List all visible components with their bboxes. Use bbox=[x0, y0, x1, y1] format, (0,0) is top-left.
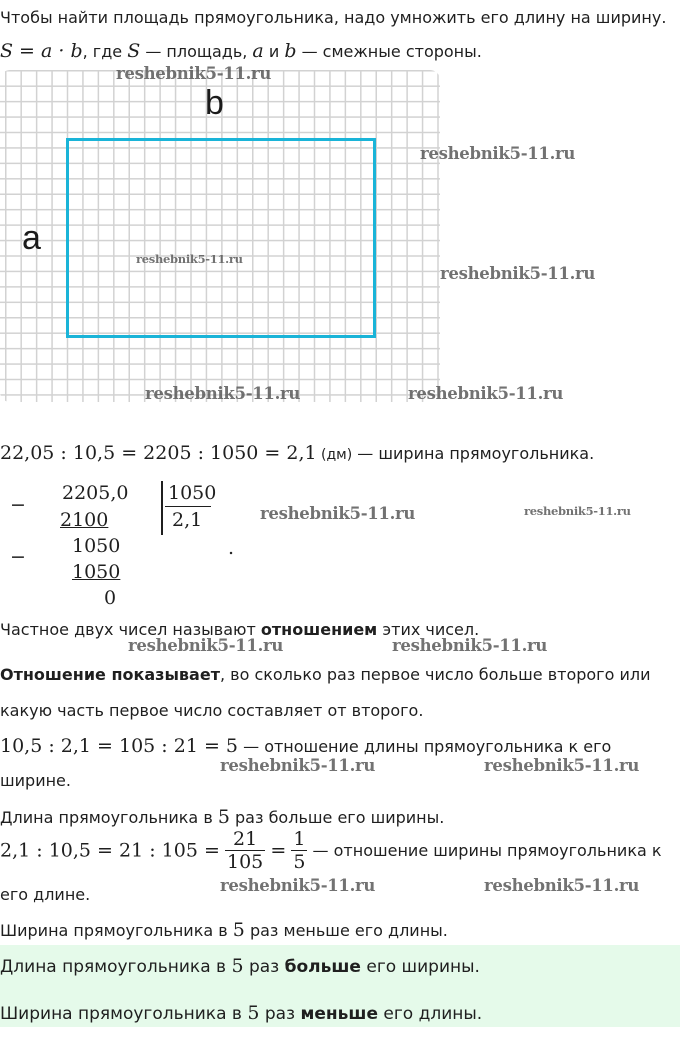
side-a-label: a bbox=[22, 219, 41, 257]
summary-2-pre: Ширина прямоугольника в bbox=[0, 1004, 248, 1024]
ratio-example-2 bbox=[0, 828, 662, 873]
formula-a: a bbox=[252, 40, 264, 62]
summary-line-1 bbox=[0, 955, 480, 977]
fraction-1-5 bbox=[291, 828, 307, 873]
fraction-21-105 bbox=[225, 828, 265, 873]
division-quotient: 2,1 bbox=[172, 509, 203, 531]
division-vertical-line bbox=[161, 481, 163, 535]
watermark: reshebnik5-11.ru bbox=[116, 64, 272, 83]
width-equation-unit: (дм) bbox=[316, 447, 353, 463]
summary-1-pre: Длина прямоугольника в bbox=[0, 957, 232, 977]
conclusion-2-post: раз меньше его длины. bbox=[244, 921, 448, 940]
ratio-example-1-text-2: ширине. bbox=[0, 771, 71, 790]
watermark: reshebnik5-11.ru bbox=[392, 636, 548, 655]
division-minus-2: − bbox=[10, 546, 26, 568]
watermark: reshebnik5-11.ru bbox=[484, 876, 640, 895]
watermark: reshebnik5-11.ru bbox=[420, 144, 576, 163]
ratio-shows-bold: Отношение показывает bbox=[0, 665, 220, 684]
formula-where: , где bbox=[82, 42, 128, 61]
summary-2-mid: раз bbox=[259, 1004, 301, 1024]
area-formula bbox=[0, 40, 482, 62]
watermark: reshebnik5-11.ru bbox=[220, 756, 376, 775]
division-dividend: 2205,0 bbox=[62, 482, 129, 504]
width-equation-math: 22,05 : 10,5 = 2205 : 1050 = 2,1 bbox=[0, 442, 317, 464]
ratio-example-2-text: — отношение ширины прямоугольника к bbox=[307, 841, 662, 860]
watermark: reshebnik5-11.ru bbox=[408, 384, 564, 403]
side-b-label: b bbox=[205, 84, 224, 122]
watermark: reshebnik5-11.ru bbox=[484, 756, 640, 775]
summary-2-number: 5 bbox=[247, 1002, 260, 1024]
width-equation bbox=[0, 442, 594, 464]
summary-1-mid: раз bbox=[243, 957, 285, 977]
formula-math: S = a · b bbox=[0, 40, 83, 62]
watermark: reshebnik5-11.ru bbox=[440, 264, 596, 283]
ratio-example-1-conclusion bbox=[0, 806, 444, 828]
conclusion-2-number: 5 bbox=[232, 919, 245, 941]
watermark: reshebnik5-11.ru bbox=[136, 252, 243, 266]
ratio-example-1-text: — отношение длины прямоугольника к его bbox=[238, 737, 612, 756]
ratio-example-2-equals: = bbox=[270, 839, 287, 862]
division-divisor: 1050 bbox=[168, 482, 217, 504]
ratio-example-1 bbox=[0, 735, 611, 757]
ratio-example-2-math: 2,1 : 10,5 = 21 : 105 = bbox=[0, 839, 220, 862]
ratio-example-1-math: 10,5 : 2,1 = 105 : 21 = 5 bbox=[0, 735, 239, 757]
rectangle-shape bbox=[66, 138, 376, 338]
summary-1-post: его ширины. bbox=[360, 957, 480, 977]
conclusion-2-pre: Ширина прямоугольника в bbox=[0, 921, 233, 940]
conclusion-1-pre: Длина прямоугольника в bbox=[0, 808, 218, 827]
division-divisor-line bbox=[165, 506, 211, 507]
summary-2-bold: меньше bbox=[300, 1004, 378, 1024]
conclusion-1-post: раз больше его ширины. bbox=[229, 808, 445, 827]
summary-2-post: его длины. bbox=[378, 1004, 483, 1024]
ratio-shows-line-2: какую часть первое число составляет от второго. bbox=[0, 701, 424, 720]
ratio-def-pre: Частное двух чисел называют bbox=[0, 620, 261, 639]
ratio-example-2-conclusion bbox=[0, 919, 448, 941]
watermark: reshebnik5-11.ru bbox=[128, 636, 284, 655]
fraction-numerator: 1 bbox=[293, 828, 306, 850]
fraction-denominator: 105 bbox=[226, 851, 264, 873]
watermark: reshebnik5-11.ru bbox=[145, 384, 301, 403]
fraction-numerator: 21 bbox=[225, 828, 265, 851]
summary-line-2 bbox=[0, 1002, 482, 1024]
formula-b: b bbox=[284, 40, 297, 62]
width-equation-text: — ширина прямоугольника. bbox=[352, 444, 595, 463]
watermark: reshebnik5-11.ru bbox=[220, 876, 376, 895]
division-period: . bbox=[228, 537, 235, 559]
division-remainder-final: 0 bbox=[104, 587, 117, 609]
division-subtrahend-1: 2100 bbox=[60, 509, 109, 531]
ratio-example-2-text-2: его длине. bbox=[0, 885, 91, 904]
formula-s: S bbox=[127, 40, 141, 62]
fraction-denominator: 5 bbox=[293, 851, 306, 873]
summary-1-bold: больше bbox=[284, 957, 361, 977]
formula-end: — смежные стороны. bbox=[296, 42, 482, 61]
summary-1-number: 5 bbox=[231, 955, 244, 977]
watermark: reshebnik5-11.ru bbox=[260, 504, 416, 523]
division-subtrahend-2: 1050 bbox=[72, 561, 121, 583]
formula-dash: — площадь, bbox=[140, 42, 253, 61]
ratio-def-bold: отношением bbox=[260, 620, 378, 639]
formula-and: и bbox=[263, 42, 285, 61]
ratio-shows-text: , во сколько раз первое число больше второго или bbox=[219, 665, 651, 684]
watermark: reshebnik5-11.ru bbox=[524, 504, 631, 518]
division-remainder-1: 1050 bbox=[72, 535, 121, 557]
area-rule-text: Чтобы найти площадь прямоугольника, надо умножить его длину на ширину. bbox=[0, 8, 667, 27]
division-minus-1: − bbox=[10, 494, 26, 516]
ratio-shows-line-1 bbox=[0, 665, 650, 684]
ratio-def-post: этих чисел. bbox=[377, 620, 480, 639]
conclusion-1-number: 5 bbox=[217, 806, 230, 828]
